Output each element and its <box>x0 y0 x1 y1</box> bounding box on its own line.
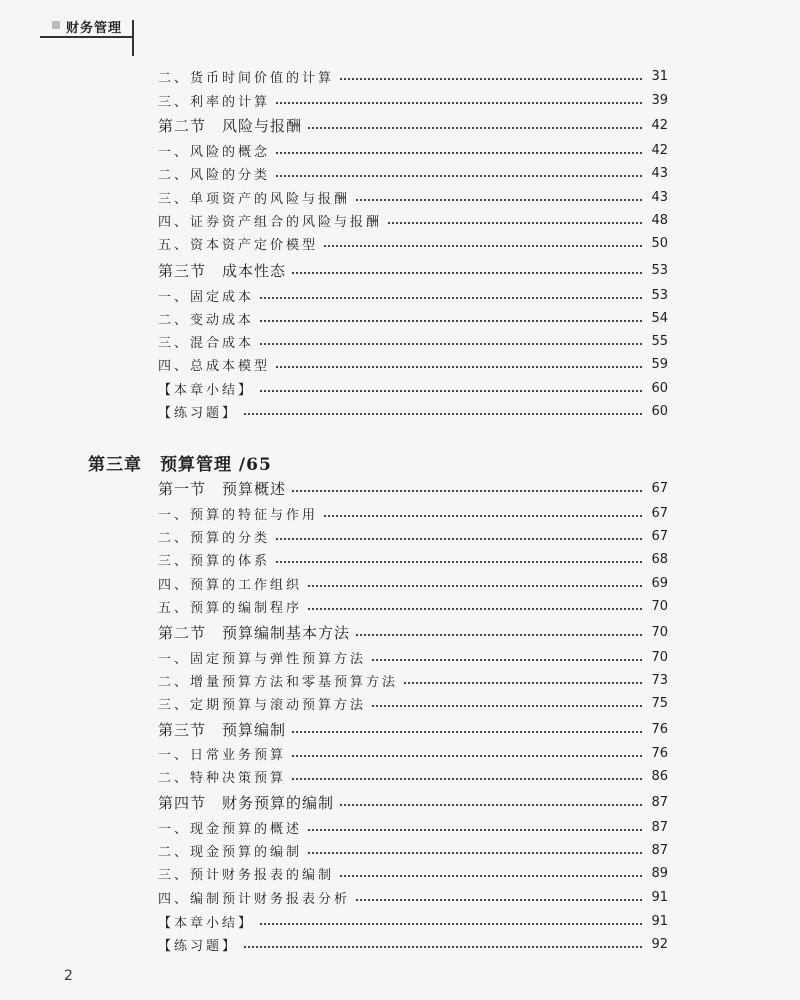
toc-entry[interactable] <box>158 209 668 231</box>
toc-entry-page: 92 <box>651 936 668 952</box>
toc-entry-page: 54 <box>651 310 668 326</box>
toc-section-page: 76 <box>651 721 668 737</box>
toc-entry-label: 二、特种决策预算 <box>158 770 287 786</box>
toc-entry-label: 二、预算的分类 <box>158 530 271 546</box>
toc-entry[interactable] <box>158 816 668 838</box>
toc-entry-label: 四、证券资产组合的风险与报酬 <box>158 214 383 230</box>
dot-leader <box>356 634 642 636</box>
toc-section-page: 67 <box>651 480 668 496</box>
dot-leader <box>308 127 642 129</box>
toc-entry-page: 42 <box>651 142 668 158</box>
dot-leader <box>404 682 642 684</box>
toc-section[interactable] <box>158 621 668 643</box>
dot-leader <box>260 923 642 925</box>
toc-entry-page: 50 <box>651 235 668 251</box>
toc-entry-page: 60 <box>651 403 668 419</box>
toc-entry-page: 70 <box>651 649 668 665</box>
dot-leader <box>372 659 642 661</box>
toc-entry[interactable] <box>158 186 668 208</box>
toc-entry-label: 【练习题】 <box>158 938 239 954</box>
dot-leader <box>260 343 642 345</box>
toc-entry-label: 【本章小结】 <box>158 382 255 398</box>
toc-section[interactable] <box>158 718 668 740</box>
toc-entry-page: 91 <box>651 889 668 905</box>
toc-entry-label: 四、预算的工作组织 <box>158 577 303 593</box>
toc-entry[interactable] <box>158 162 668 184</box>
toc-entry-page: 87 <box>651 819 668 835</box>
toc-chapter-label: 第三章 预算管理 /65 <box>88 454 272 475</box>
toc-entry[interactable] <box>158 886 668 908</box>
toc-entry[interactable] <box>158 330 668 352</box>
dot-leader <box>292 490 642 492</box>
running-header-title: 财务管理 <box>66 21 123 36</box>
toc-entry[interactable] <box>158 839 668 861</box>
dot-leader <box>340 875 642 877</box>
toc-entry-label: 三、定期预算与滚动预算方法 <box>158 697 367 713</box>
toc-entry-page: 86 <box>651 768 668 784</box>
toc-entry[interactable] <box>158 232 668 254</box>
toc-entry[interactable] <box>158 765 668 787</box>
dot-leader <box>292 731 642 733</box>
toc-entry-label: 一、固定成本 <box>158 289 255 305</box>
toc-entry[interactable] <box>158 400 668 422</box>
toc-entry-label: 三、单项资产的风险与报酬 <box>158 191 351 207</box>
toc-entry[interactable] <box>158 377 668 399</box>
page-number: 2 <box>64 968 73 984</box>
toc-section-page: 42 <box>651 117 668 133</box>
dot-leader <box>340 78 642 80</box>
toc-entry[interactable] <box>158 595 668 617</box>
toc-entry-page: 87 <box>651 842 668 858</box>
dot-leader <box>372 705 642 707</box>
toc-entry-label: 一、预算的特征与作用 <box>158 507 319 523</box>
toc-entry-page: 76 <box>651 745 668 761</box>
toc-entry[interactable] <box>158 65 668 87</box>
toc-entry-page: 31 <box>651 68 668 84</box>
dot-leader <box>276 175 642 177</box>
dot-leader <box>244 946 642 948</box>
toc-entry[interactable] <box>158 525 668 547</box>
toc-entry-label: 二、增量预算方法和零基预算方法 <box>158 674 399 690</box>
toc-entry-page: 43 <box>651 189 668 205</box>
toc-entry-label: 四、总成本模型 <box>158 358 271 374</box>
dot-leader <box>292 755 642 757</box>
toc-section[interactable] <box>158 791 668 813</box>
toc-entry-page: 70 <box>651 598 668 614</box>
toc-entry[interactable] <box>158 933 668 955</box>
toc-entry-label: 三、混合成本 <box>158 335 255 351</box>
toc-entry-page: 75 <box>651 695 668 711</box>
dot-leader <box>308 829 642 831</box>
dot-leader <box>260 297 642 299</box>
toc-entry-label: 一、现金预算的概述 <box>158 821 303 837</box>
toc-section-label: 第二节 风险与报酬 <box>158 116 303 135</box>
toc-entry-label: 三、预计财务报表的编制 <box>158 867 335 883</box>
dot-leader <box>276 366 642 368</box>
dot-leader <box>260 390 642 392</box>
toc-entry[interactable] <box>158 742 668 764</box>
toc-entry-page: 55 <box>651 333 668 349</box>
dot-leader <box>292 272 642 274</box>
dot-leader <box>356 899 642 901</box>
toc-entry-label: 一、日常业务预算 <box>158 747 287 763</box>
dot-leader <box>388 222 642 224</box>
toc-entry[interactable] <box>158 572 668 594</box>
toc-section[interactable] <box>158 477 668 499</box>
toc-entry-label: 二、现金预算的编制 <box>158 844 303 860</box>
toc-entry[interactable] <box>158 692 668 714</box>
dot-leader <box>244 413 642 415</box>
dot-leader <box>308 852 642 854</box>
toc-entry-page: 48 <box>651 212 668 228</box>
toc-entry[interactable] <box>158 307 668 329</box>
toc-entry-page: 89 <box>651 865 668 881</box>
toc-section-page: 53 <box>651 262 668 278</box>
toc-entry-page: 67 <box>651 505 668 521</box>
toc-entry-label: 一、固定预算与弹性预算方法 <box>158 651 367 667</box>
dot-leader <box>356 199 642 201</box>
toc-entry-label: 三、利率的计算 <box>158 94 271 110</box>
dot-leader <box>276 152 642 154</box>
toc-entry-label: 三、预算的体系 <box>158 553 271 569</box>
toc-entry-label: 二、风险的分类 <box>158 167 271 183</box>
dot-leader <box>308 585 642 587</box>
toc-section[interactable] <box>158 114 668 136</box>
toc-entry-page: 39 <box>651 92 668 108</box>
toc-entry-page: 69 <box>651 575 668 591</box>
toc-entry[interactable] <box>158 646 668 668</box>
toc-entry-label: 五、预算的编制程序 <box>158 600 303 616</box>
dot-leader <box>276 561 642 563</box>
dot-leader <box>340 804 642 806</box>
toc-section-label: 第二节 预算编制基本方法 <box>158 623 351 642</box>
toc-entry-page: 59 <box>651 356 668 372</box>
dot-leader <box>324 245 642 247</box>
toc-entry[interactable] <box>158 139 668 161</box>
toc-entry-label: 四、编制预计财务报表分析 <box>158 891 351 907</box>
toc-entry-page: 53 <box>651 287 668 303</box>
toc-section-label: 第三节 成本性态 <box>158 261 287 280</box>
dot-leader <box>276 102 642 104</box>
toc-entry[interactable] <box>158 669 668 691</box>
toc-entry-label: 一、风险的概念 <box>158 144 271 160</box>
toc-section-page: 87 <box>651 794 668 810</box>
toc-section-label: 第四节 财务预算的编制 <box>158 793 335 812</box>
dot-leader <box>292 778 642 780</box>
dot-leader <box>308 608 642 610</box>
toc-entry-page: 60 <box>651 380 668 396</box>
dot-leader <box>276 538 642 540</box>
toc-entry-label: 【练习题】 <box>158 405 239 421</box>
toc-entry-page: 43 <box>651 165 668 181</box>
toc-section-label: 第一节 预算概述 <box>158 479 287 498</box>
toc-entry[interactable] <box>158 502 668 524</box>
toc-entry-page: 73 <box>651 672 668 688</box>
toc-chapter[interactable] <box>88 451 388 473</box>
toc-entry-label: 五、资本资产定价模型 <box>158 237 319 253</box>
toc-entry-label: 【本章小结】 <box>158 915 255 931</box>
toc-entry[interactable] <box>158 284 668 306</box>
toc-entry-page: 67 <box>651 528 668 544</box>
toc-section-label: 第三节 预算编制 <box>158 720 287 739</box>
toc-entry[interactable] <box>158 353 668 375</box>
dot-leader <box>260 320 642 322</box>
toc-entry-label: 二、货币时间价值的计算 <box>158 70 335 86</box>
toc-entry-label: 二、变动成本 <box>158 312 255 328</box>
toc-section[interactable] <box>158 259 668 281</box>
toc-entry[interactable] <box>158 910 668 932</box>
toc-entry[interactable] <box>158 548 668 570</box>
toc-section-page: 70 <box>651 624 668 640</box>
dot-leader <box>324 515 642 517</box>
toc-entry-page: 91 <box>651 913 668 929</box>
toc-entry-page: 68 <box>651 551 668 567</box>
toc-entry[interactable] <box>158 862 668 884</box>
toc-entry[interactable] <box>158 89 668 111</box>
